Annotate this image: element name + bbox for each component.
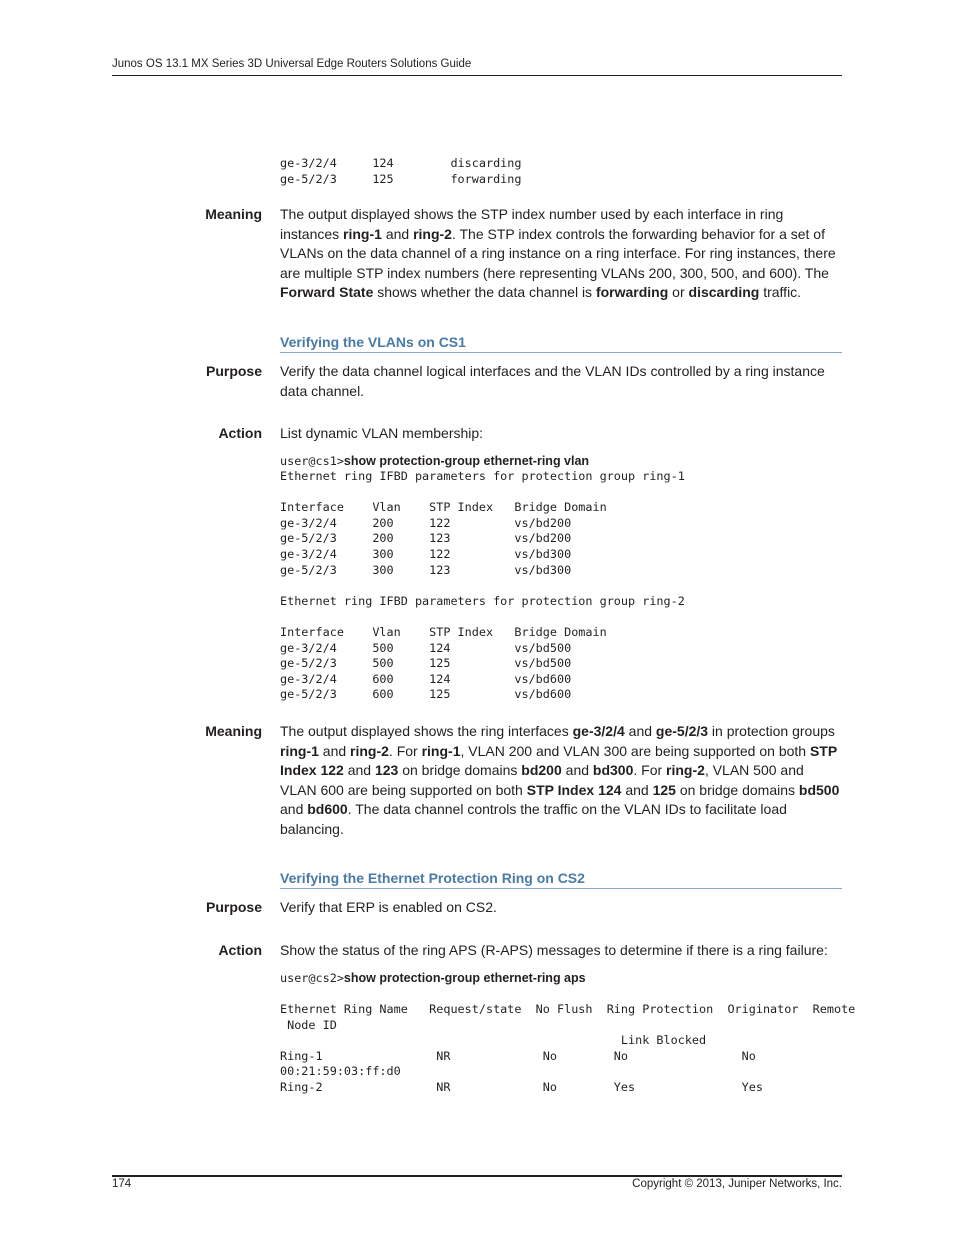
cli-prompt: user@cs1>: [280, 454, 344, 468]
footer-rule: [112, 1175, 842, 1177]
meaning-paragraph-1: The output displayed shows the STP index number used by each interface in ring instances ring-1 and ring-2. The STP index controls the forwarding behavior for a set of VLANs on the data channel of a ring instance on a ring interface. For ring instances, there are multiple STP index numbers (here representing VLANs 200, 300, 500, and 600). The Forward State shows whether the data channel is forwarding or discarding traffic.: [280, 206, 836, 301]
command-line-cs1: [280, 454, 589, 470]
section-heading-erp-cs2: Verifying the Ethernet Protection Ring on CS2: [280, 870, 842, 889]
meaning-label-1: Meaning: [205, 206, 262, 222]
cli-command: show protection-group ethernet-ring aps: [343, 971, 586, 985]
page-number: 174: [112, 1178, 132, 1190]
purpose-label-1: Purpose: [205, 363, 262, 379]
cli-prompt: user@cs2>: [280, 971, 344, 985]
command-line-cs2: [280, 971, 586, 987]
vlan-membership-output: Ethernet ring IFBD parameters for protection group ring-1 Interface Vlan STP Index Bridge Domain ge-3/2/4 200 122 vs/bd200 ge-5/2/3 200 123 vs/bd200 ge-3/2/4 300 122 vs/bd300 ge-5/2/3 300 123 vs/bd300 Ethernet ring IFBD parameters for protection group ring-2 Interface Vlan STP Index Bridge Domain ge-3/2/4 500 124 vs/bd500 ge-5/2/3 500 125 vs/bd500 ge-3/2/4 600 124 vs/bd600 ge-5/2/3 600 125 vs/bd600: [280, 469, 685, 702]
stp-index-output-tail: ge-3/2/4 124 discarding ge-5/2/3 125 forwarding: [280, 156, 522, 186]
running-header: Junos OS 13.1 MX Series 3D Universal Edge Routers Solutions Guide: [112, 58, 472, 70]
section-heading-vlans-cs1: Verifying the VLANs on CS1: [280, 334, 842, 353]
ring-aps-output: Ethernet Ring Name Request/state No Flush Ring Protection Originator Remote Node ID Link Blocked Ring-1 NR No No No 00:21:59:03:ff:d0 Ring-2 NR No Yes Yes: [280, 1002, 856, 1094]
action-label-1: Action: [218, 425, 262, 441]
action-label-2: Action: [218, 942, 262, 958]
purpose-text-1: Verify the data channel logical interfaces and the VLAN IDs controlled by a ring instance data channel.: [280, 363, 825, 399]
purpose-label-2: Purpose: [205, 899, 262, 915]
action-text-1: List dynamic VLAN membership:: [280, 425, 484, 441]
purpose-text-2: Verify that ERP is enabled on CS2.: [280, 899, 497, 915]
copyright: Copyright © 2013, Juniper Networks, Inc.: [632, 1178, 842, 1190]
meaning-label-2: Meaning: [205, 723, 262, 739]
header-rule: [112, 75, 842, 76]
action-text-2: Show the status of the ring APS (R-APS) messages to determine if there is a ring failure:: [280, 942, 828, 958]
cli-command: show protection-group ethernet-ring vlan: [343, 454, 590, 468]
meaning-paragraph-2: The output displayed shows the ring interfaces ge-3/2/4 and ge-5/2/3 in protection groups ring-1 and ring-2. For ring-1, VLAN 200 and VLAN 300 are being supported on both STP Index 122 and 123 on bridge domains bd200 and bd300. For ring-2, VLAN 500 and VLAN 600 are being supported on both STP Index 124 and 125 on bridge domains bd500 and bd600. The data channel controls the traffic on the VLAN IDs to facilitate load balancing.: [280, 723, 840, 837]
